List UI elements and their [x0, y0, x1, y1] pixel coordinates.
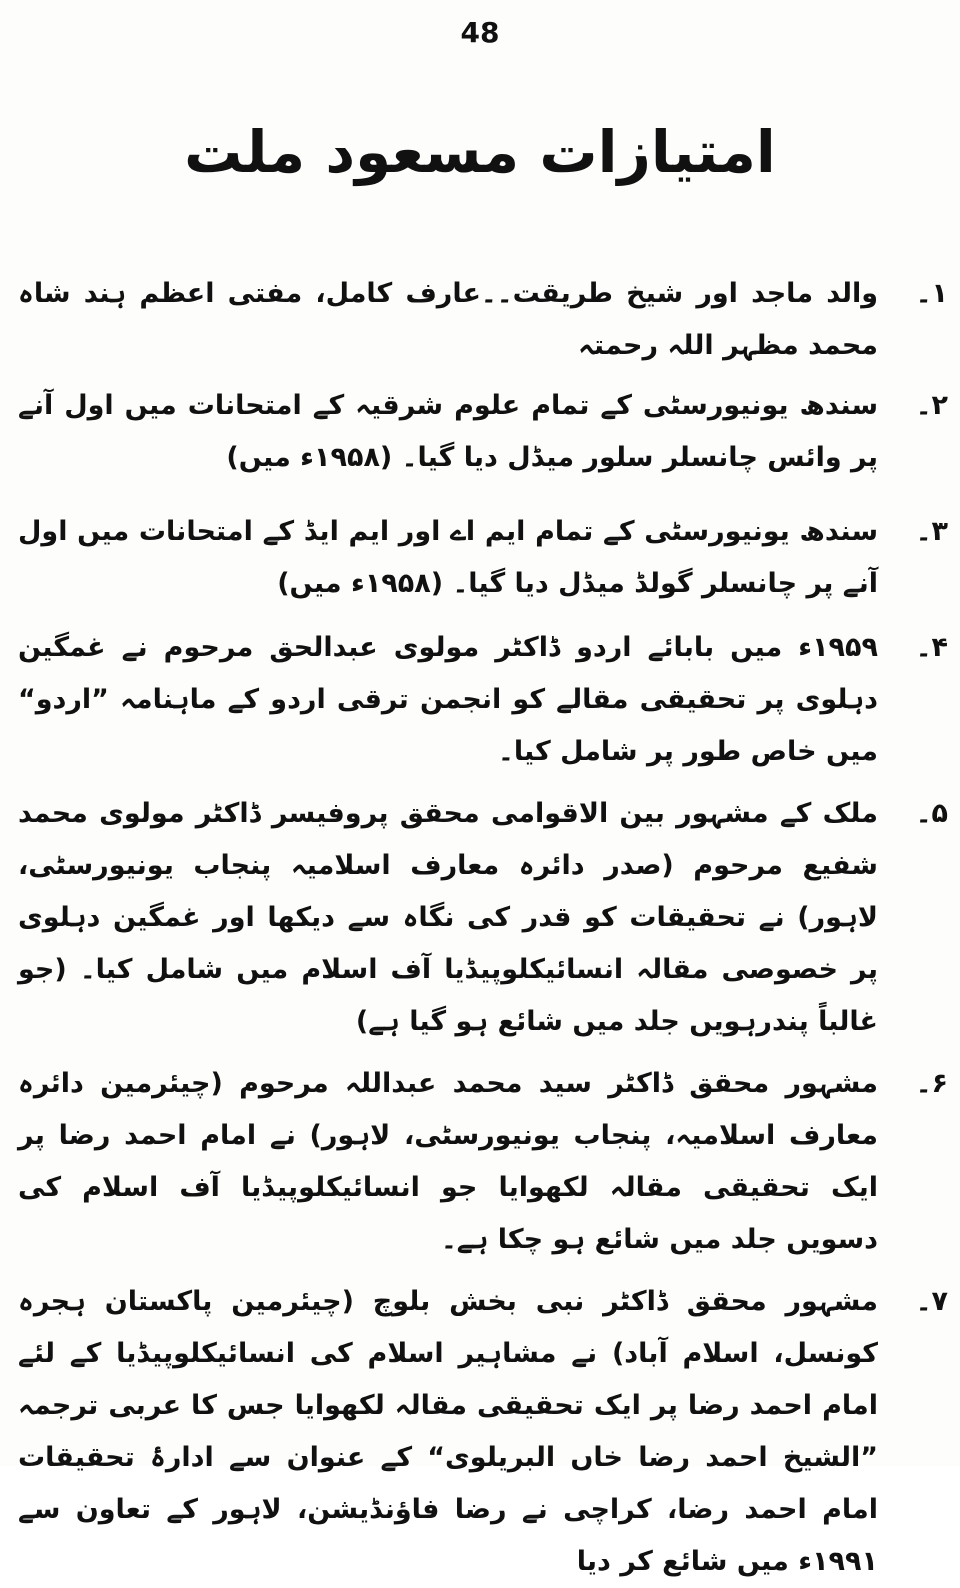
item-number: ۳۔ — [915, 516, 948, 547]
page-title: امتیازات مسعود ملت — [184, 118, 776, 186]
list-item — [18, 1058, 948, 1266]
item-number: ۶۔ — [915, 1068, 948, 1099]
item-text: سندھ یونیورسٹی کے تمام ایم اے اور ایم ایڈ کے امتحانات میں اول آنے پر چانسلر گولڈ میڈل دیا گیا۔ (۱۹۵۸ء میں) — [18, 516, 878, 599]
item-number: ۲۔ — [915, 390, 948, 421]
item-number: ۵۔ — [915, 798, 948, 829]
item-number: ۷۔ — [915, 1286, 948, 1317]
item-text: مشہور محقق ڈاکٹر سید محمد عبداللہ مرحوم (چیئرمین دائرہ معارف اسلامیہ، پنجاب یونیورسٹی، لاہور) نے امام احمد رضا پر ایک تحقیقی مقالہ لکھوایا جو انسائیکلوپیڈیا آف اسلام کی دسویں جلد میں شائع ہو چکا ہے۔ — [18, 1068, 878, 1255]
list-item — [18, 1276, 948, 1588]
item-text: والد ماجد اور شیخ طریقت۔۔عارف کامل، مفتی اعظم ہند شاہ محمد مظہر اللہ رحمتہ — [18, 278, 878, 361]
item-text: سندھ یونیورسٹی کے تمام علوم شرقیہ کے امتحانات میں اول آنے پر وائس چانسلر سلور میڈل دیا گیا۔ (۱۹۵۸ء میں) — [18, 390, 878, 473]
list-item — [18, 506, 948, 610]
item-number: ۱۔ — [915, 278, 948, 309]
list-item — [18, 268, 948, 372]
page-number: 48 — [460, 16, 500, 49]
item-text: مشہور محقق ڈاکٹر نبی بخش بلوچ (چیئرمین پاکستان ہجرہ کونسل، اسلام آباد) نے مشاہیر اسلام کی انسائیکلوپیڈیا کے لئے امام احمد رضا پر ایک تحقیقی مقالہ لکھوایا جس کا عربی ترجمہ ”الشیخ احمد رضا خاں البریلوی“ کے عنوان سے ادارۂ تحقیقات امام احمد رضا، کراچی نے رضا فاؤنڈیشن، لاہور کے تعاون سے ۱۹۹۱ء میں شائع کر دیا — [18, 1286, 878, 1577]
item-number: ۴۔ — [915, 632, 948, 663]
list-item — [18, 788, 948, 1048]
list-item — [18, 380, 948, 484]
item-text: ملک کے مشہور بین الاقوامی محقق پروفیسر ڈاکٹر مولوی محمد شفیع مرحوم (صدر دائرہ معارف اسلامیہ پنجاب یونیورسٹی، لاہور) نے تحقیقات کو قدر کی نگاہ سے دیکھا اور غمگین دہلوی پر خصوصی مقالہ انسائیکلوپیڈیا آف اسلام میں شامل کیا۔ (جو غالباً پندرہویں جلد میں شائع ہو گیا ہے) — [18, 798, 878, 1037]
item-text: ۱۹۵۹ء میں بابائے اردو ڈاکٹر مولوی عبدالحق مرحوم نے غمگین دہلوی پر تحقیقی مقالے کو انجمن ترقی اردو کے ماہنامہ ”اردو“ میں خاص طور پر شامل کیا۔ — [18, 632, 878, 767]
list-item — [18, 622, 948, 778]
numbered-list — [18, 268, 948, 1588]
